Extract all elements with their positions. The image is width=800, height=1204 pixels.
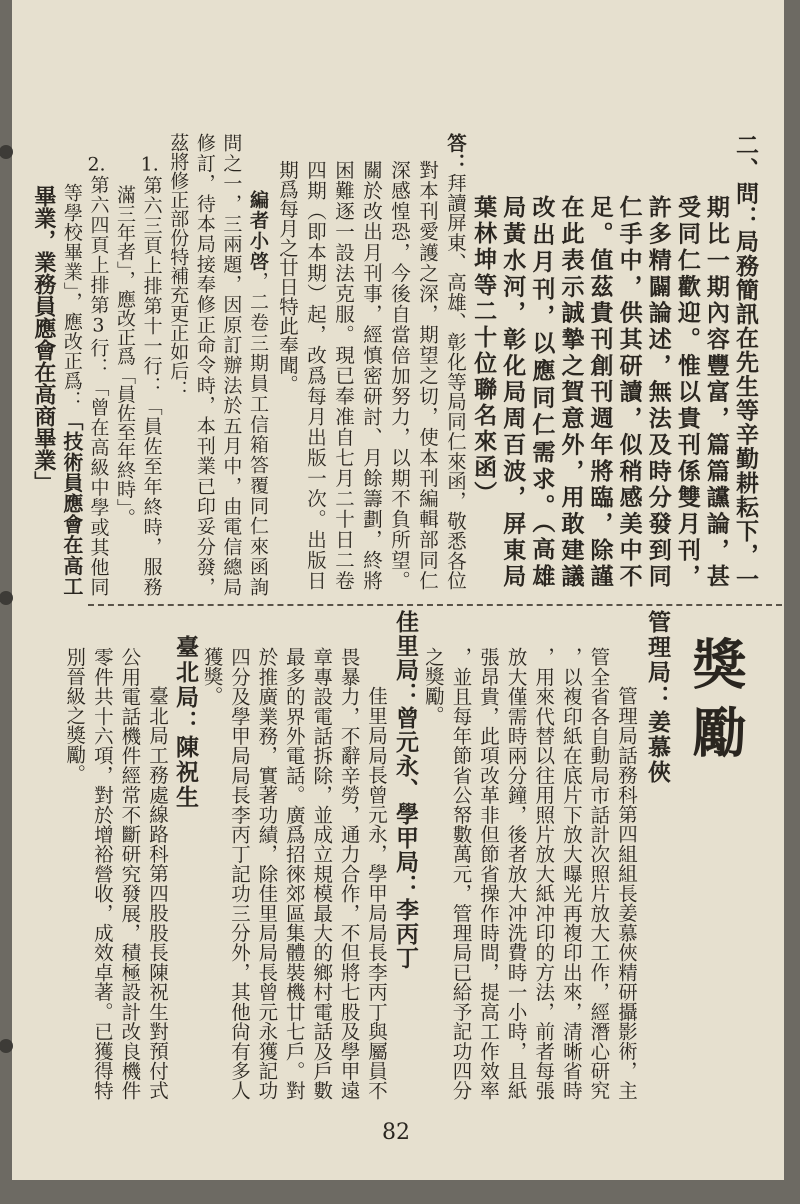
correction-item bbox=[85, 133, 112, 596]
question-line: 二、問：局務簡訊在先生等辛勤耕耘下，一 bbox=[732, 133, 759, 590]
editor-note-block bbox=[29, 133, 271, 596]
answer-line: 四期（即本期）起，改爲每月出版一次。出版日 bbox=[304, 160, 327, 590]
question-line: 改出月刊，以應同仁需求。（高雄 bbox=[528, 195, 556, 590]
award-line: 公用電話機件經常不斷研究發展，積極設計改良機件 bbox=[118, 647, 142, 1100]
award-entry bbox=[61, 608, 199, 1100]
answer-line: 困難逐一設法克服。現已奉准自七月二十日二卷 bbox=[332, 160, 355, 590]
correction-item bbox=[138, 133, 165, 596]
answer-label: 答： bbox=[444, 133, 467, 173]
question-line: 局黃水河，彰化局周百波，屏東局 bbox=[499, 195, 527, 590]
correction-emphasis: 畢業，業務員應會在高商畢業」 bbox=[30, 185, 57, 493]
answer-text: 拜讀屏東、高雄、彰化等局同仁來函，敬悉各位 bbox=[444, 172, 467, 591]
award-line: 獲獎。 bbox=[200, 647, 224, 706]
award-line: 臺北局工務處線路科第四股股長陳祝生對預付式 bbox=[146, 686, 169, 1100]
question-block bbox=[469, 133, 760, 590]
editor-note-label: 編者小啓 bbox=[247, 190, 269, 272]
item-text: 第六四頁上排第3行：「曾在高級中學或其他同 bbox=[87, 174, 110, 596]
award-line: ，用來代替以往用照片放大紙冲印的方法，前者每張 bbox=[532, 647, 556, 1100]
answer-line: 期爲每月之廿日特此奉聞。 bbox=[276, 160, 299, 394]
answer-line: 深感惶恐，今後自當倍加努力，以期不負所望。 bbox=[388, 160, 411, 590]
award-line: 章專設電話拆除，並成立規模最大的鄉村電話及戶數 bbox=[310, 647, 334, 1100]
award-line: ，以複印紙在底片下放大曝光再複印出來，清晰省時 bbox=[559, 647, 583, 1100]
item-number: 2. bbox=[87, 155, 106, 174]
correction-item-line bbox=[58, 133, 85, 596]
award-entry bbox=[419, 608, 675, 1100]
award-line: 管理局話務科第四組組長姜慕俠精研攝影術，主 bbox=[615, 686, 638, 1100]
question-line: 足。值茲貴刊創刊週年將臨，除謹 bbox=[586, 195, 614, 590]
question-line: 許多精闢論述，無法及時分發到同 bbox=[644, 195, 672, 590]
question-line: 受同仁歡迎。惟以貴刊係雙月刊， bbox=[673, 195, 701, 590]
award-line: 管全省各自動局市話計次照片放大工作，經潛心研究 bbox=[587, 647, 611, 1100]
correction-item-line: 滿三年者」，應改正爲「員佐至年終時」。 bbox=[114, 185, 137, 527]
item-text: 第六三頁上排第十一行：「員佐至年終時，服務 bbox=[140, 175, 163, 596]
answer-line bbox=[441, 133, 469, 590]
editor-note-line bbox=[244, 133, 271, 596]
award-line: 畏暴力，不辭辛勞，通力合作，不但將七股及學甲遠 bbox=[337, 647, 361, 1100]
award-line: 張昂貴，此項改革非但節省操作時間，提高工作效率 bbox=[477, 647, 501, 1100]
question-line: 在此表示誠摯之賀意外，用敢建議 bbox=[557, 195, 585, 590]
award-header: 管理局：姜慕俠 bbox=[644, 610, 671, 785]
question-line: 期比一期內容豐富，篇篇讜論，甚 bbox=[702, 195, 730, 590]
award-line: 最多的界外電話。廣爲招徠郊區集體裝機廿七戶。對 bbox=[282, 647, 306, 1100]
award-line: 放大僅需時兩分鐘，後者放大冲洗費時一小時，且紙 bbox=[504, 647, 528, 1100]
award-line: 之獎勵。 bbox=[421, 647, 445, 725]
answer-line: 關於改出月刊事，經慎密研討、月餘籌劃，終將 bbox=[360, 160, 383, 590]
award-header: 臺北局：陳祝生 bbox=[172, 635, 199, 810]
answer-line: 對本刊愛護之深，期望之切，使本刊編輯部同仁 bbox=[416, 160, 439, 590]
award-entry bbox=[198, 608, 420, 1100]
question-line: 葉林坤等二十位聯名來函） bbox=[470, 195, 498, 507]
award-header: 佳里局：曾元永、學甲局：李丙丁 bbox=[392, 610, 419, 970]
page-number: 82 bbox=[382, 1120, 410, 1145]
item-number: 1. bbox=[140, 155, 159, 174]
correction-item-line bbox=[29, 133, 58, 596]
editor-note-text: ，二卷三期員工信箱答覆同仁來函詢 bbox=[247, 271, 269, 597]
editor-note-line: 問之一，三兩題，因原訂辦法於五月中，由電信總局 bbox=[220, 133, 243, 596]
award-line: 別晉級之獎勵。 bbox=[63, 647, 87, 784]
award-line: ，並且每年節省公帑數萬元，管理局已給予記功四分 bbox=[449, 647, 473, 1100]
award-line: 四分及學甲局局長李丙丁記功三分外，其他尙有多人 bbox=[227, 647, 251, 1100]
question-line: 仁手中，供其研讀，似稍感美中不 bbox=[615, 195, 643, 590]
award-line: 佳里局局長曾元永，學甲局局長李丙丁與屬員不 bbox=[365, 686, 388, 1100]
editor-note-line: 修訂，待本局接奉修正命令時，本刊業已印妥分發， bbox=[193, 133, 216, 596]
awards-title: 獎勵 bbox=[684, 636, 748, 772]
award-line: 於推廣業務，實著功績，除佳里局局長曾元永獲記功 bbox=[255, 647, 279, 1100]
award-line: 零件共十六項，對於增裕營收，成效卓著。已獲得特 bbox=[90, 647, 114, 1100]
item-text: 等學校畢業」，應改正爲： bbox=[60, 183, 83, 411]
editor-note-line: 茲將修正部份特補充更正如后： bbox=[167, 133, 190, 399]
correction-emphasis: 「技術員應會在高工 bbox=[59, 410, 84, 597]
answer-block bbox=[273, 133, 469, 590]
section-divider bbox=[88, 604, 782, 606]
